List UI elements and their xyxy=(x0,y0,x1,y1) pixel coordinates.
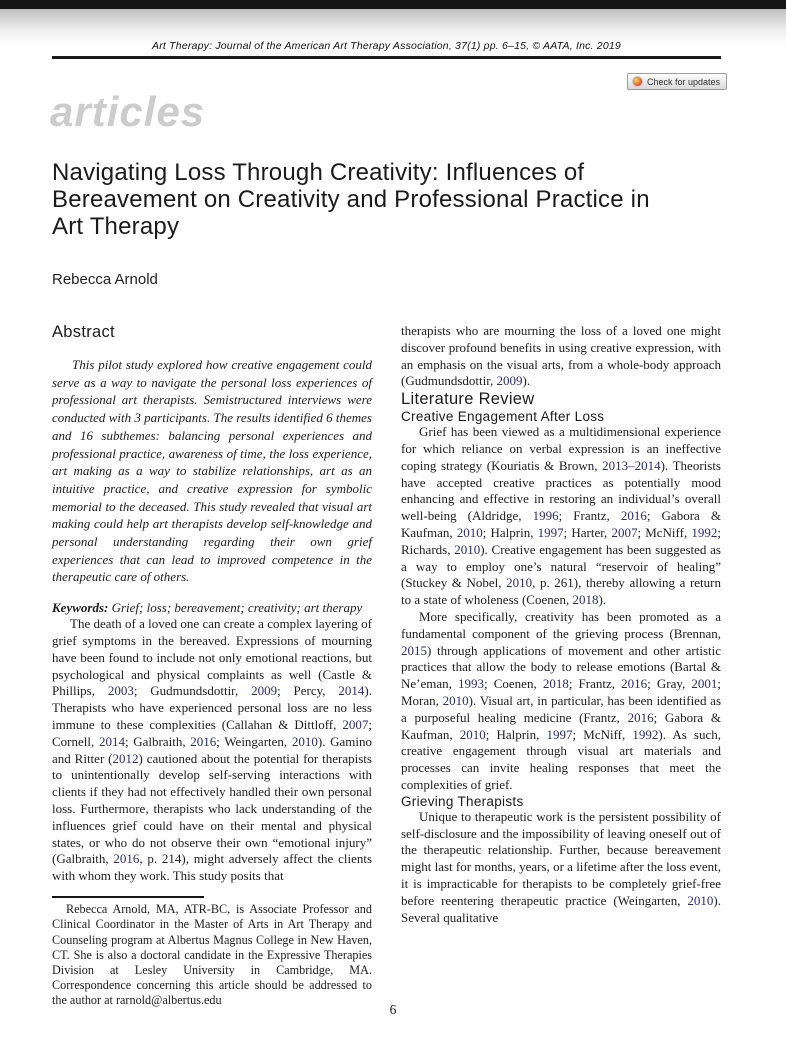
journal-header: Art Therapy: Journal of the American Art Therapy Association, 37(1) pp. 6–15, © AATA, Inc. 2019 xyxy=(152,40,621,52)
crossmark-icon xyxy=(632,76,643,87)
right-column xyxy=(401,323,721,1008)
citation-year[interactable]: 2014 xyxy=(338,683,365,699)
citation-year[interactable]: 2016 xyxy=(190,733,217,749)
citation-year[interactable]: 2016 xyxy=(113,851,140,867)
text-run: ; Halprin, xyxy=(482,524,538,540)
article-title-line-2: Bereavement on Creativity and Professional Practice in xyxy=(52,186,650,213)
citation-year[interactable]: 1996 xyxy=(532,508,559,524)
subheading-creative-engagement: Creative Engagement After Loss xyxy=(401,409,605,425)
abstract-text: This pilot study explored how creative engagement could serve as a way to navigate the personal loss experiences of professional art therapists. Semistructured interviews were conducted with 3 participants. The results identified 6 themes and 16 subthemes: balancing personal experiences and professional practice, awareness of time, the loss experience, art making as a way to stabilize relationships, art as an intuitive practice, and creative expression for symbolic memorial to the deceased. This study revealed that visual art making could help art therapists develop self-knowledge and personal understanding regarding their own grief experiences that can lead to improved competence in the therapeutic care of others. xyxy=(52,357,372,585)
header-rule xyxy=(52,56,721,59)
text-run: ). Theorists have accepted creative practices as potentially mood enhancing and effective in restoring an individual’s overall well-being (Aldridge, xyxy=(401,457,721,524)
subheading-grieving-therapists: Grieving Therapists xyxy=(401,793,524,809)
abstract-heading: Abstract xyxy=(52,323,115,341)
author-footnote: Rebecca Arnold, MA, ATR-BC, is Associate Professor and Clinical Coordinator in the Master of Arts in Art Therapy and Counseling program at Albertus Magnus College in New Haven, CT. She is also a doctoral candidate in the Expressive Therapies Division at Lesley University in Cambridge, MA. Correspondence concerning this article should be addressed to the author at rarnold@albertus.edu xyxy=(52,902,372,1007)
article-title xyxy=(52,159,712,240)
text-run: ). xyxy=(598,592,607,608)
intro-paragraph xyxy=(52,616,372,885)
text-run: Grief has been viewed as a multidimensional experience for which reliance on verbal expression is an ineffective coping strategy (Kouriatis & Brown, xyxy=(401,424,721,473)
text-run: ; Halprin, xyxy=(485,726,547,742)
citation-year[interactable]: 1997 xyxy=(537,524,564,540)
paragraph-more-specifically xyxy=(401,609,721,794)
article-body xyxy=(52,323,721,1008)
text-run: ; Gabora & Kaufman, xyxy=(401,709,722,742)
citation-year[interactable]: 2010 xyxy=(454,541,481,557)
text-run: ; Richards, xyxy=(401,524,721,557)
text-run: , p. 214), might adversely affect the clients with whom they work. This study posits that xyxy=(52,851,373,884)
text-run: ; Galbraith, xyxy=(124,733,191,749)
citation-year[interactable]: 2015 xyxy=(401,642,427,658)
text-run: ; Percy, xyxy=(277,683,339,699)
citation-year[interactable]: 1992 xyxy=(691,524,718,540)
article-title-line-1: Navigating Loss Through Creativity: Influences of xyxy=(52,159,585,186)
text-run: ; Gray, xyxy=(647,676,692,692)
text-run: ; Moran, xyxy=(401,676,722,708)
citation-year[interactable]: 2010 xyxy=(442,692,469,708)
text-run: ; McNiff, xyxy=(637,524,692,540)
text-run: ; Weingarten, xyxy=(216,733,292,749)
keywords-list: Grief; loss; bereavement; creativity; art therapy xyxy=(108,600,363,616)
text-run: ) cautioned about the potential for therapists to unintentionally develop self-serving interactions with clients if they had not effectively handled their own personal loss. Furthermore, therapists who lack understanding of the influences grief could have on their mental and physical states, or who do not observe their own “emotional injury” (Galbraith, xyxy=(52,750,372,867)
page-number: 6 xyxy=(389,1002,397,1017)
citation-year[interactable]: 2018 xyxy=(572,592,599,608)
check-for-updates-label: Check for updates xyxy=(647,76,721,87)
citation-year[interactable]: 2010 xyxy=(456,524,483,540)
page-top-edge xyxy=(0,0,786,9)
paragraph-unique-therapeutic xyxy=(401,809,721,927)
text-run: ; Gudmundsdottir, xyxy=(133,683,252,699)
citation-year[interactable]: 2016 xyxy=(627,709,654,725)
text-run: ). Gamino and Ritter ( xyxy=(52,733,373,766)
citation-year[interactable]: 2010 xyxy=(687,892,714,908)
text-run: More specifically, creativity has been promoted as a fundamental component of the grieving process (Brennan, xyxy=(401,608,721,641)
text-run: ). Creative engagement has been suggested as a way to employ one’s natural “reservoir of healing” (Stuckey & Nobel, xyxy=(401,541,721,591)
text-run: ; Harter, xyxy=(563,524,612,540)
citation-year[interactable]: 2016 xyxy=(621,676,648,692)
text-run: ) through applications of movement and other artistic practices that allow the body to release emotions (Bartal & Ne’eman, xyxy=(401,642,721,692)
left-column xyxy=(52,323,372,1008)
citation-year[interactable]: 2016 xyxy=(620,508,647,524)
citation-year[interactable]: 2003 xyxy=(107,683,134,699)
article-title-line-3: Art Therapy xyxy=(52,213,180,240)
citation-year[interactable]: 1992 xyxy=(632,726,659,742)
citation-year[interactable]: 2010 xyxy=(291,733,318,749)
text-run: ; Cornell, xyxy=(52,716,372,749)
citation-year[interactable]: 1997 xyxy=(546,726,573,742)
articles-section-label: articles xyxy=(50,88,206,135)
keywords-label: Keywords: xyxy=(52,600,109,616)
paragraph-grief-viewed xyxy=(401,424,721,609)
text-run: therapists who are mourning the loss of a loved one might discover profound benefits in using creative expression, with an emphasis on the visual arts, from a whole-body approach (Gudmundsdottir, xyxy=(401,323,721,389)
continuation-paragraph xyxy=(401,323,721,390)
check-for-updates-button[interactable] xyxy=(627,73,727,90)
text-run: ). Visual art, in particular, has been identified as a purposeful healing medicine (Frantz, xyxy=(401,692,722,725)
citation-year[interactable]: 2007 xyxy=(611,524,638,540)
text-run: ). xyxy=(522,373,531,389)
citation-year[interactable]: 1993 xyxy=(458,676,485,692)
citation-year[interactable]: 2018 xyxy=(542,676,569,692)
keywords-line xyxy=(52,599,372,616)
text-run: , p. 261), thereby allowing a return to a state of wholeness (Coenen, xyxy=(401,575,721,608)
citation-year[interactable]: 2012 xyxy=(112,750,139,766)
citation-year[interactable]: 2009 xyxy=(251,683,278,699)
text-run: ; Frantz, xyxy=(558,508,621,524)
footnote-rule xyxy=(52,896,204,899)
citation-year[interactable]: 2014 xyxy=(98,733,125,749)
literature-review-heading: Literature Review xyxy=(401,390,535,409)
text-run: ; Frantz, xyxy=(568,676,622,692)
citation-year[interactable]: 2009 xyxy=(496,373,523,389)
text-run: ). Therapists who have experienced personal loss are no less immune to these complexities (Callahan & Dittloff, xyxy=(52,683,372,732)
citation-year[interactable]: 2007 xyxy=(342,716,369,732)
text-run: The death of a loved one can create a complex layering of grief symptoms in the bereaved. Expressions of mourning have been found to include not only emotional reactions, but psychological and physical complaints as well (Castle & Phillips, xyxy=(52,616,372,699)
text-run: ; Gabora & Kaufman, xyxy=(401,508,722,540)
text-run: Unique to therapeutic work is the persistent possibility of self-disclosure and the impossibility of leaving oneself out of the therapeutic relationship. Further, because bereavement might last for months, years, or a lifetime after the loss event, it is impracticable for therapists to be completely grief-free before reentering therapeutic practice (Weingarten, xyxy=(401,808,721,908)
text-run: ; Coenen, xyxy=(484,676,543,692)
text-run: ). Several qualitative xyxy=(401,892,721,925)
author-name: Rebecca Arnold xyxy=(52,271,158,288)
citation-year[interactable]: 2010 xyxy=(459,726,486,742)
text-run: ; McNiff, xyxy=(572,726,633,742)
citation-year[interactable]: 2010 xyxy=(506,575,533,591)
citation-year[interactable]: 2013–2014 xyxy=(602,457,661,473)
text-run: ). As such, creative engagement through visual art materials and processes can invite healing responses that meet the complexities of grief. xyxy=(401,726,721,792)
citation-year[interactable]: 2001 xyxy=(691,676,718,692)
